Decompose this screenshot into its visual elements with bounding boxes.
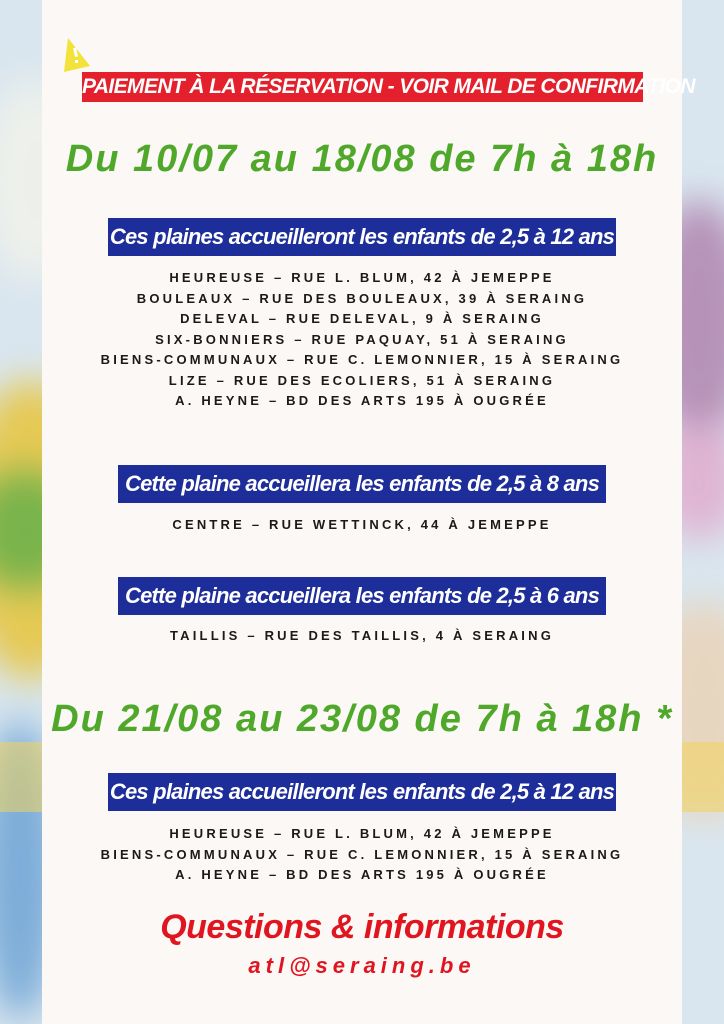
- period2-group1-addresses: [0, 824, 724, 886]
- period1-group1-addresses: [0, 268, 724, 412]
- period1-group3-label: Cette plaine accueillera les enfants de 2,5 à 6 ans: [118, 577, 606, 615]
- address-line: SIX-BONNIERS – RUE PAQUAY, 51 À SERAING: [155, 331, 569, 347]
- contact-email-link[interactable]: atl@seraing.be: [248, 953, 476, 978]
- period1-group2-label: Cette plaine accueillera les enfants de 2,5 à 8 ans: [118, 465, 606, 503]
- address-line: A. HEYNE – BD DES ARTS 195 À OUGRÉE: [175, 867, 549, 882]
- address-line: HEUREUSE – RUE L. BLUM, 42 À JEMEPPE: [169, 826, 555, 841]
- contact-heading: Questions & informations: [160, 908, 564, 946]
- address-line: HEUREUSE – RUE L. BLUM, 42 À JEMEPPE: [169, 270, 555, 285]
- address-line: DELEVAL – RUE DELEVAL, 9 À SERAING: [180, 311, 544, 326]
- address-line: BIENS-COMMUNAUX – RUE C. LEMONNIER, 15 À SERAING: [100, 352, 624, 367]
- period2-group1-label: Ces plaines accueilleront les enfants de 2,5 à 12 ans: [108, 773, 616, 811]
- address-line: TAILLIS – RUE DES TAILLIS, 4 À SERAING: [169, 628, 555, 643]
- address-line: CENTRE – RUE WETTINCK, 44 À JEMEPPE: [172, 517, 552, 532]
- address-line: A. HEYNE – BD DES ARTS 195 À OUGRÉE: [175, 393, 549, 408]
- payment-alert-banner: [82, 72, 695, 102]
- period1-group3-addresses: [0, 626, 724, 647]
- warning-icon: [62, 36, 92, 74]
- period1-group2-addresses: [0, 515, 724, 536]
- period1-dates: Du 10/07 au 18/08 de 7h à 18h: [65, 138, 659, 180]
- address-line: LIZE – RUE DES ECOLIERS, 51 À SERAING: [168, 372, 556, 388]
- payment-alert-text: PAIEMENT À LA RÉSERVATION - VOIR MAIL DE CONFIRMATION: [82, 75, 695, 98]
- period1-group1-label: Ces plaines accueilleront les enfants de 2,5 à 12 ans: [108, 218, 616, 256]
- address-line: BIENS-COMMUNAUX – RUE C. LEMONNIER, 15 À SERAING: [100, 846, 624, 862]
- address-line: BOULEAUX – RUE DES BOULEAUX, 39 À SERAING: [136, 290, 588, 306]
- period2-dates: Du 21/08 au 23/08 de 7h à 18h *: [51, 698, 673, 740]
